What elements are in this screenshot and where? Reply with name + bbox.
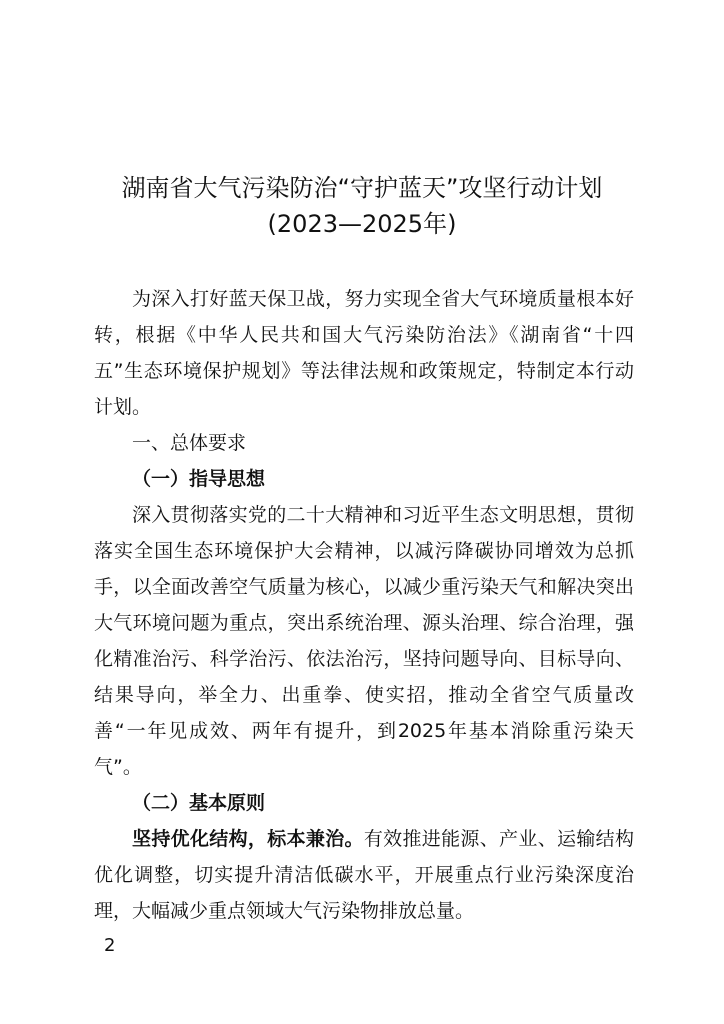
subsection-heading-basic-principles: （二）基本原则 [132, 792, 266, 814]
document-body [94, 281, 634, 929]
subsection-heading-guiding-ideology: （一）指导思想 [132, 468, 266, 490]
document-title: 湖南省大气污染防治“守护蓝天”攻坚行动计划 [121, 174, 603, 202]
principle-lead: 坚持优化结构，标本兼治。 [132, 828, 364, 850]
principle-paragraph [94, 821, 634, 929]
principle-text: 有效推进能源、产业、运输结构优化调整，切实提升清洁低碳水平，开展重点行业污染深度治理，大幅减少重点领域大气污染物排放总量。 [94, 828, 634, 922]
page-number: 2 [104, 935, 116, 956]
document-subtitle-years: (2023—2025年) [267, 210, 457, 238]
intro-paragraph: 为深入打好蓝天保卫战，努力实现全省大气环境质量根本好转，根据《中华人民共和国大气污染防治法》《湖南省“十四五”生态环境保护规划》等法律法规和政策规定，特制定本行动计划。 [94, 288, 634, 418]
section-heading-general-requirements: 一、总体要求 [132, 432, 247, 454]
guiding-ideology-paragraph: 深入贯彻落实党的二十大精神和习近平生态文明思想，贯彻落实全国生态环境保护大会精神，以减污降碳协同增效为总抓手，以全面改善空气质量为核心，以减少重污染天气和解决突出大气环境问题为重点，突出系统治理、源头治理、综合治理，强化精准治污、科学治污、依法治污，坚持问题导向、目标导向、结果导向，举全力、出重拳、使实招，推动全省空气质量改善“一年见成效、两年有提升，到2025年基本消除重污染天气”。 [94, 504, 634, 778]
